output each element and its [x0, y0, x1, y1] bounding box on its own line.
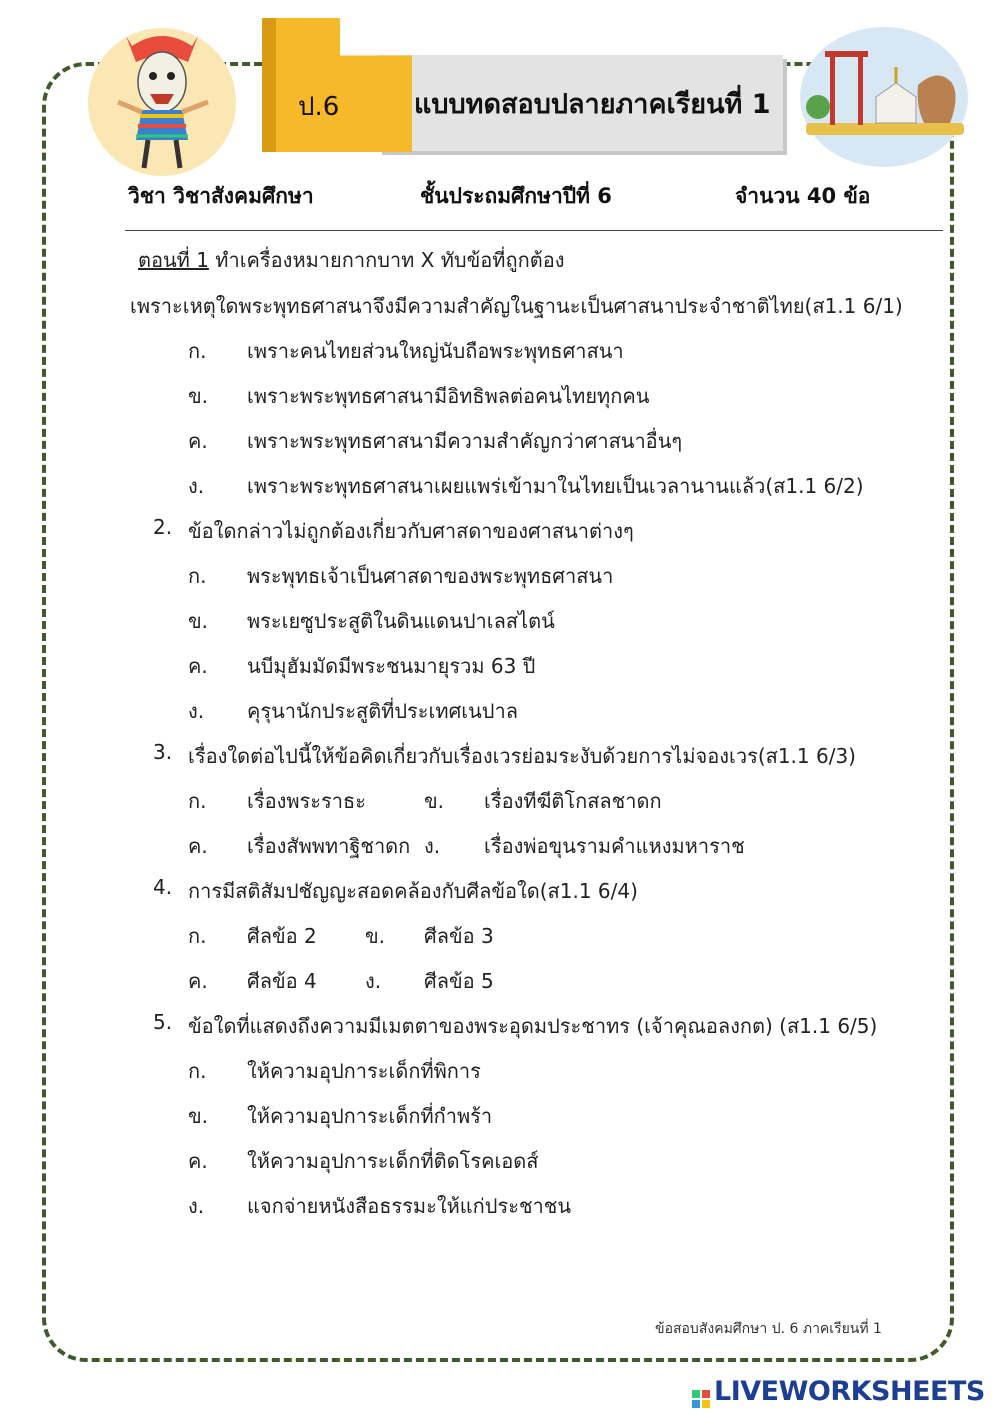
choice-letter[interactable]: ก.	[188, 789, 207, 813]
grade-banner	[262, 18, 412, 152]
choice-letter[interactable]: ค.	[188, 969, 208, 993]
choice-text[interactable]: เรื่องพระราธะ	[247, 789, 366, 813]
choice-text[interactable]: เรื่องสัพพทาฐิชาดก	[247, 834, 411, 858]
choice-letter[interactable]: ง.	[424, 834, 441, 858]
part-instruction	[138, 244, 564, 276]
choice-letter[interactable]: ง.	[188, 1194, 205, 1218]
choice-letter[interactable]: ค.	[188, 834, 208, 858]
grade-banner-shadow	[262, 18, 276, 152]
question-number: 5.	[153, 1010, 173, 1034]
choice-text[interactable]: ศีลข้อ 4	[247, 969, 317, 993]
liveworksheets-brand[interactable]	[692, 1376, 985, 1407]
grade-label: ป.6	[298, 92, 340, 122]
question-number: 4.	[153, 875, 173, 899]
phi-ta-khon-illustration	[88, 28, 236, 176]
choice-letter[interactable]: ก.	[188, 564, 207, 588]
choice-text[interactable]: พระพุทธเจ้าเป็นศาสดาของพระพุทธศาสนา	[247, 564, 614, 588]
page-footer: ข้อสอบสังคมศึกษา ป. 6 ภาคเรียนที่ 1	[655, 1321, 882, 1337]
choice-letter[interactable]: ค.	[188, 654, 208, 678]
choice-text[interactable]: คุรุนานักประสูติที่ประเทศเนปาล	[247, 699, 518, 723]
choice-text[interactable]: ให้ความอุปการะเด็กที่กำพร้า	[247, 1104, 493, 1128]
choice-letter[interactable]: ค.	[188, 429, 208, 453]
choice-text[interactable]: ศีลข้อ 5	[424, 969, 494, 993]
choice-letter[interactable]: ข.	[188, 384, 209, 408]
choice-letter[interactable]: ข.	[424, 789, 445, 813]
part-label: ตอนที่ 1	[138, 248, 209, 272]
choice-text[interactable]: เพราะพระพุทธศาสนามีความสำคัญกว่าศาสนาอื่นๆ	[247, 429, 683, 453]
question-count-label: จำนวน 40 ข้อ	[735, 184, 871, 208]
brand-text: LIVEWORKSHEETS	[714, 1376, 985, 1407]
choice-text[interactable]: ศีลข้อ 2	[247, 924, 317, 948]
giant-swing-temple-illustration	[800, 27, 968, 167]
choice-letter[interactable]: ง.	[188, 699, 205, 723]
choice-letter[interactable]: ก.	[188, 339, 207, 363]
subject-label: วิชา วิชาสังคมศึกษา	[128, 184, 314, 208]
question-2-text: ข้อใดกล่าวไม่ถูกต้องเกี่ยวกับศาสดาของศาสนาต่างๆ	[188, 519, 634, 543]
choice-text[interactable]: เพราะพระพุทธศาสนามีอิทธิพลต่อคนไทยทุกคน	[247, 384, 650, 408]
choice-text[interactable]: เพราะคนไทยส่วนใหญ่นับถือพระพุทธศาสนา	[247, 339, 624, 363]
choice-text[interactable]: ให้ความอุปการะเด็กที่พิการ	[247, 1059, 481, 1083]
choice-letter[interactable]: ก.	[188, 1059, 207, 1083]
class-level-label: ชั้นประถมศึกษาปีที่ 6	[420, 184, 612, 208]
choice-letter[interactable]: ข.	[188, 609, 209, 633]
choice-letter[interactable]: ง.	[188, 474, 205, 498]
choice-letter[interactable]: ข.	[365, 924, 386, 948]
instruction-text: ทำเครื่องหมายกากบาท X ทับข้อที่ถูกต้อง	[208, 248, 565, 272]
choice-text[interactable]: ให้ความอุปการะเด็กที่ติดโรคเอดส์	[247, 1149, 539, 1173]
question-5-text: ข้อใดที่แสดงถึงความมีเมตตาของพระอุดมประชาทร (เจ้าคุณอลงกต) (ส1.1 6/5)	[188, 1014, 878, 1038]
question-number: 2.	[153, 515, 173, 539]
question-number: 3.	[153, 740, 173, 764]
choice-text[interactable]: แจกจ่ายหนังสือธรรมะให้แก่ประชาชน	[247, 1194, 572, 1218]
header-divider	[125, 230, 943, 231]
choice-letter[interactable]: ก.	[188, 924, 207, 948]
question-4-text: การมีสติสัมปชัญญะสอดคล้องกับศีลข้อใด(ส1.1 6/4)	[188, 879, 638, 903]
choice-letter[interactable]: ง.	[365, 969, 382, 993]
choice-text[interactable]: เพราะพระพุทธศาสนาเผยแพร่เข้ามาในไทยเป็นเวลานานแล้ว(ส1.1 6/2)	[247, 474, 864, 498]
question-3-text: เรื่องใดต่อไปนี้ให้ข้อคิดเกี่ยวกับเรื่องเวรย่อมระงับด้วยการไม่จองเวร(ส1.1 6/3)	[188, 744, 856, 768]
question-1-text: เพราะเหตุใดพระพุทธศาสนาจึงมีความสำคัญในฐานะเป็นศาสนาประจำชาติไทย(ส1.1 6/1)	[130, 294, 903, 318]
choice-text[interactable]: นบีมุฮัมมัดมีพระชนมายุรวม 63 ปี	[247, 654, 536, 678]
choice-text[interactable]: เรื่องทีฆีติโกสลชาดก	[484, 789, 662, 813]
choice-letter[interactable]: ข.	[188, 1104, 209, 1128]
choice-letter[interactable]: ค.	[188, 1149, 208, 1173]
choice-text[interactable]: พระเยซูประสูติในดินแดนปาเลสไตน์	[247, 609, 555, 633]
choice-text[interactable]: เรื่องพ่อขุนรามคำแหงมหาราช	[484, 834, 745, 858]
choice-text[interactable]: ศีลข้อ 3	[424, 924, 494, 948]
liveworksheets-logo-icon	[692, 1384, 710, 1402]
exam-title: แบบทดสอบปลายภาคเรียนที่ 1	[414, 89, 771, 120]
